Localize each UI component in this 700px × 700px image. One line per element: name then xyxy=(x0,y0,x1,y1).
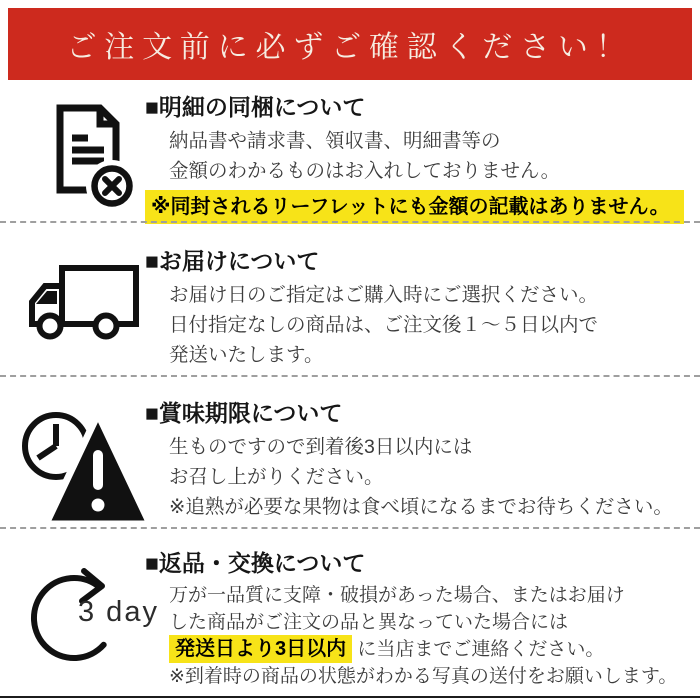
body-line: 納品書や請求書、領収書、明細書等の xyxy=(169,130,501,152)
section-invoice xyxy=(0,92,700,221)
section-heading: ■お届けについて xyxy=(145,248,320,274)
section-divider xyxy=(0,221,700,223)
highlight-note: ※同封されるリーフレットにも金額の記載はありません。 xyxy=(145,190,684,224)
document-cancel-icon xyxy=(30,98,142,210)
highlight-deadline: 発送日より3日以内 xyxy=(169,635,352,663)
body-line: した商品がご注文の品と異なっていた場合には xyxy=(169,612,569,633)
section-heading: ■明細の同梱について xyxy=(145,94,366,120)
body-note: ※到着時の商品の状態がわかる写真の送付をお願いします。 xyxy=(169,666,678,687)
body-line: お届け日のご指定はご購入時にご選択ください。 xyxy=(169,284,599,306)
section-delivery xyxy=(0,246,700,374)
body-line: 生ものですので到着後3日以内には xyxy=(169,436,473,458)
body-line: 発送いたします。 xyxy=(169,344,324,366)
body-line: 万が一品質に支障・破損があった場合、またはお届け xyxy=(169,585,625,606)
section-expiration xyxy=(0,398,700,527)
body-line: 日付指定なしの商品は、ご注文後１～５日以内で xyxy=(169,314,599,336)
body-line: お召し上がりください。 xyxy=(169,466,384,488)
bottom-border xyxy=(0,696,700,698)
section-divider xyxy=(0,375,700,377)
section-returns xyxy=(0,548,700,698)
delivery-truck-icon xyxy=(20,256,146,352)
return-days-label: 3 day xyxy=(78,596,159,628)
body-line: ※追熟が必要な果物は食べ頃になるまでお待ちください。 xyxy=(169,496,673,518)
body-line: 金額のわかるものはお入れしておりません。 xyxy=(169,160,561,182)
section-heading: ■返品・交換について xyxy=(145,550,366,576)
highlight-suffix: に当店までご連絡ください。 xyxy=(352,639,605,660)
section-heading: ■賞味期限について xyxy=(145,400,343,426)
body-line-highlighted xyxy=(169,636,692,663)
banner xyxy=(8,8,692,80)
section-divider xyxy=(0,527,700,529)
banner-title: ご注文前に必ずご確認ください！ xyxy=(66,31,634,64)
clock-warning-icon xyxy=(12,406,154,530)
